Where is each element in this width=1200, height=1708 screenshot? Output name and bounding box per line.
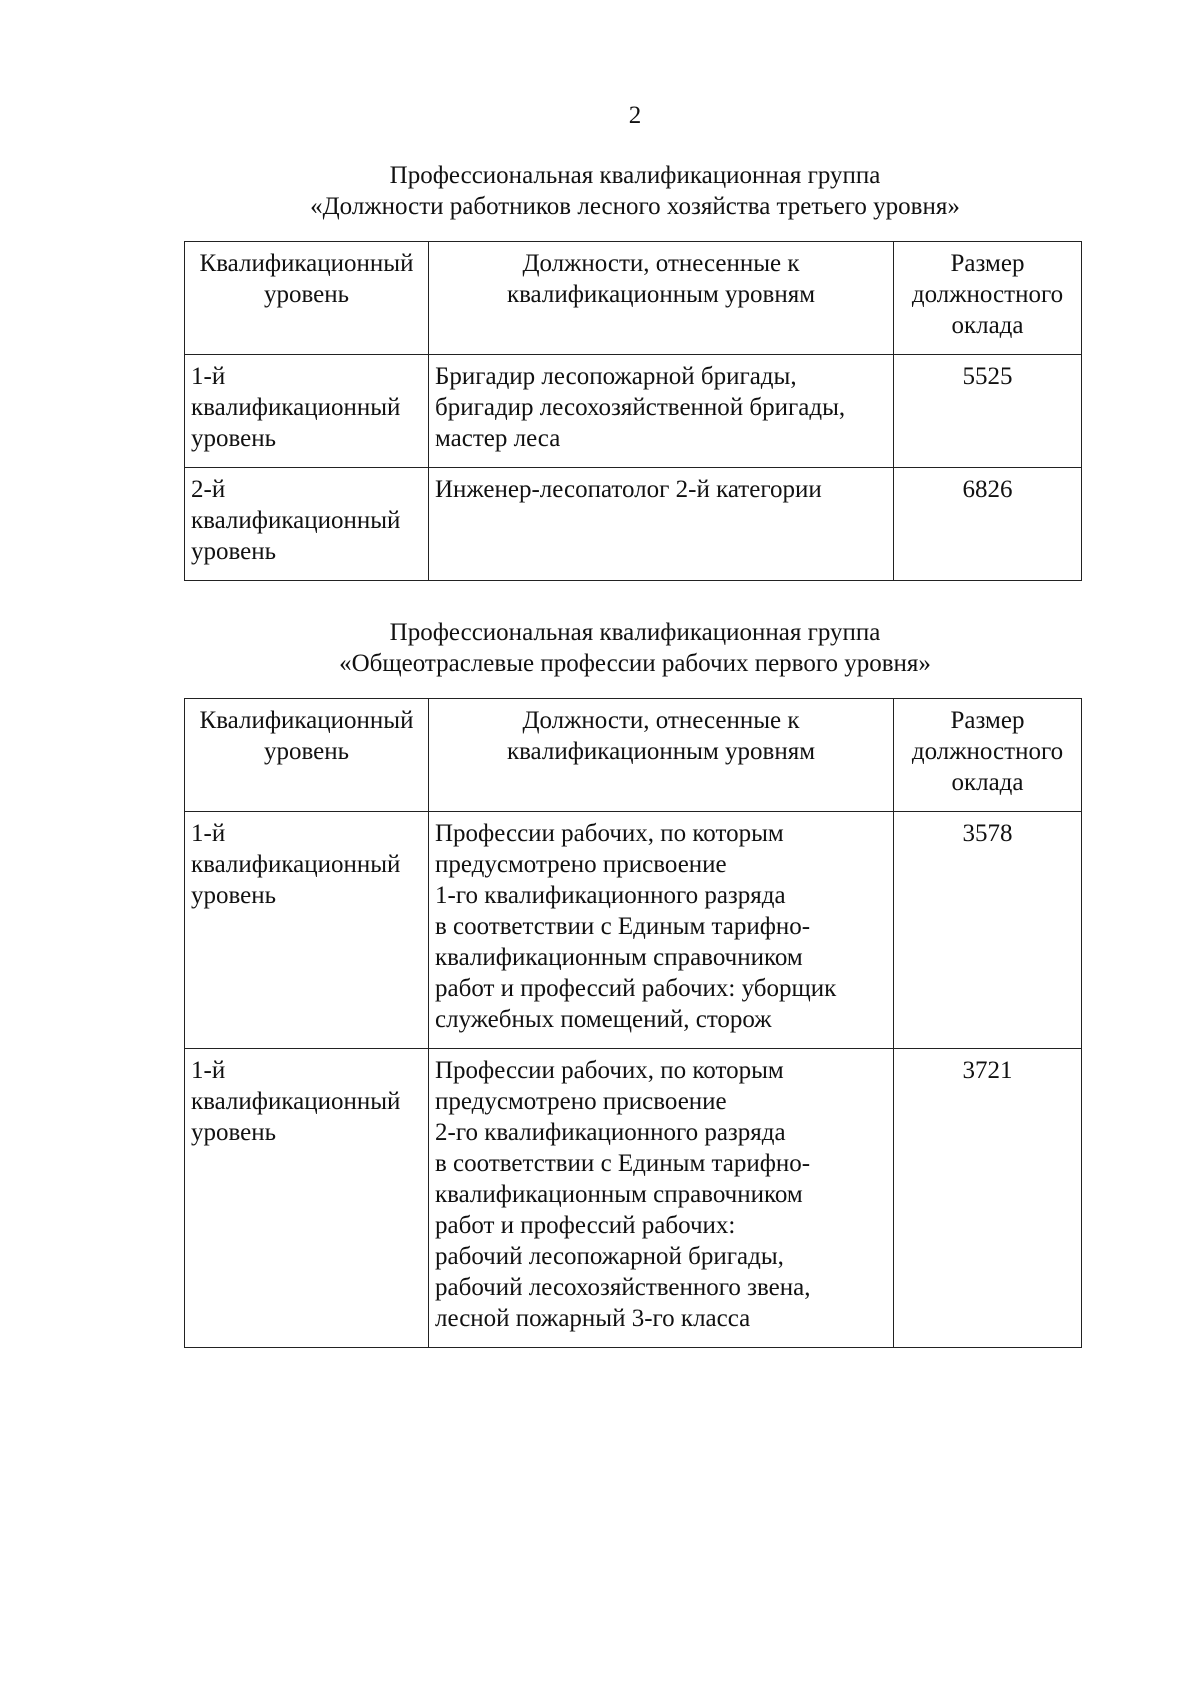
header-salary: Размер должностного оклада [894,699,1082,812]
cell-level: 1-й квалификационный уровень [185,1049,429,1348]
header-level: Квалификационный уровень [185,242,429,355]
header-positions: Должности, отнесенные к квалификационным уровням [429,699,894,812]
cell-positions: Бригадир лесопожарной бригады, бригадир лесохозяйственной бригады, мастер леса [429,355,894,468]
cell-level: 2-й квалификационный уровень [185,468,429,581]
header-level: Квалификационный уровень [185,699,429,812]
page-number: 2 [628,102,642,129]
section-2-heading [0,617,1200,679]
section-2-title-line-1: Профессиональная квалификационная группа [389,619,881,646]
header-positions: Должности, отнесенные к квалификационным уровням [429,242,894,355]
cell-positions: Профессии рабочих, по которым предусмотрено присвоение 1-го квалификационного разряда в соответствии с Единым тарифно- квалификационным справочником работ и профессий рабочих: уборщик служебных помещений, сторож [429,812,894,1049]
table-header-row [185,699,1082,812]
cell-salary: 3578 [894,812,1082,1049]
cell-salary: 6826 [894,468,1082,581]
cell-salary: 3721 [894,1049,1082,1348]
qualification-table-2 [184,698,1082,1348]
table-row [185,468,1082,581]
cell-level: 1-й квалификационный уровень [185,812,429,1049]
header-salary: Размер должностного оклада [894,242,1082,355]
table-row [185,812,1082,1049]
cell-positions: Инженер-лесопатолог 2-й категории [429,468,894,581]
section-1-heading [0,160,1200,222]
table-row [185,355,1082,468]
cell-positions: Профессии рабочих, по которым предусмотрено присвоение 2-го квалификационного разряда в соответствии с Единым тарифно- квалификационным справочником работ и профессий рабочих: рабочий лесопожарной бригады, рабочий лесохозяйственного звена, лесной пожарный 3-го класса [429,1049,894,1348]
section-1-title-line-2: «Должности работников лесного хозяйства третьего уровня» [310,193,960,220]
table-header-row [185,242,1082,355]
section-2-title-line-2: «Общеотраслевые профессии рабочих первого уровня» [339,650,931,677]
qualification-table-1 [184,241,1082,581]
table-row [185,1049,1082,1348]
cell-salary: 5525 [894,355,1082,468]
cell-level: 1-й квалификационный уровень [185,355,429,468]
section-1-title-line-1: Профессиональная квалификационная группа [389,162,881,189]
